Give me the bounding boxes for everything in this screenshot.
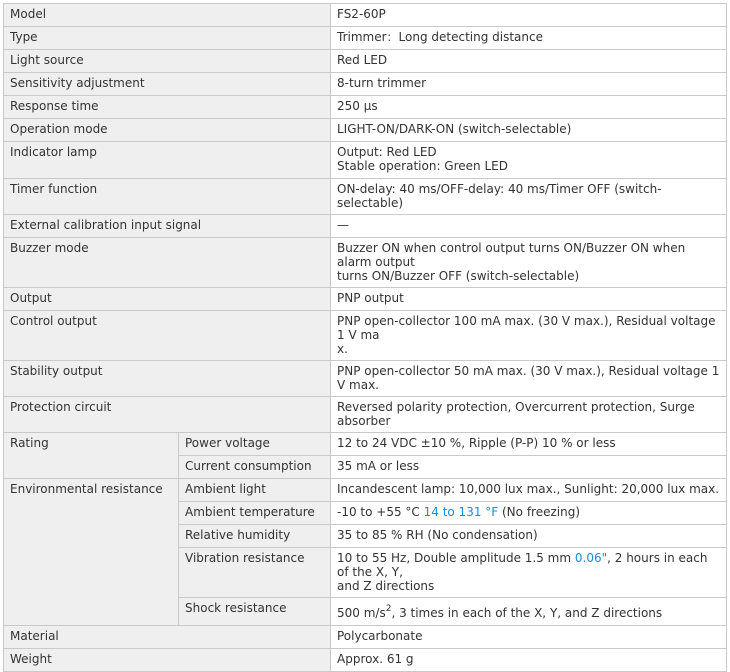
value-line: turns ON/Buzzer OFF (switch-selectable): [337, 269, 580, 283]
row-value: Incandescent lamp: 10,000 lux max., Sunlight: 20,000 lux max.: [331, 479, 727, 502]
row-value: [331, 502, 727, 525]
row-value: [331, 142, 727, 179]
row-label: Response time: [4, 96, 331, 119]
value-text: (No freezing): [498, 505, 581, 519]
table-row: [4, 4, 727, 27]
table-row: [4, 179, 727, 215]
table-row: [4, 142, 727, 179]
row-label: Operation mode: [4, 119, 331, 142]
row-sublabel: Vibration resistance: [179, 548, 331, 598]
table-row: [4, 119, 727, 142]
row-value: PNP open-collector 50 mA max. (30 V max.), Residual voltage 1 V max.: [331, 361, 727, 397]
spec-table: [3, 3, 727, 672]
row-value: [331, 548, 727, 598]
row-value: 8-turn trimmer: [331, 73, 727, 96]
row-label: Light source: [4, 50, 331, 73]
row-value: ON-delay: 40 ms/OFF-delay: 40 ms/Timer OFF (switch-selectable): [331, 179, 727, 215]
value-line: Stable operation: Green LED: [337, 159, 508, 173]
row-label: Indicator lamp: [4, 142, 331, 179]
group-label: Rating: [4, 433, 179, 479]
row-value: [331, 238, 727, 288]
row-value: 250 µs: [331, 96, 727, 119]
table-row: [4, 238, 727, 288]
row-sublabel: Shock resistance: [179, 598, 331, 626]
table-row: [4, 397, 727, 433]
row-label: Sensitivity adjustment: [4, 73, 331, 96]
row-sublabel: Power voltage: [179, 433, 331, 456]
unit-conversion: 14 to 131 °F: [423, 505, 499, 519]
row-sublabel: Ambient temperature: [179, 502, 331, 525]
row-value: [331, 598, 727, 626]
row-label: Weight: [4, 649, 331, 672]
row-value: [331, 311, 727, 361]
table-row: [4, 27, 727, 50]
value-line: Output: Red LED: [337, 145, 437, 159]
row-value: FS2-60P: [331, 4, 727, 27]
value-text: 500 m/s: [337, 606, 386, 620]
row-label: External calibration input signal: [4, 215, 331, 238]
row-label: Control output: [4, 311, 331, 361]
superscript: 2: [385, 604, 392, 614]
value-line: x.: [337, 342, 348, 356]
row-sublabel: Relative humidity: [179, 525, 331, 548]
row-value: Trimmer：Long detecting distance: [331, 27, 727, 50]
table-row: [4, 361, 727, 397]
row-value: Approx. 61 g: [331, 649, 727, 672]
row-value: Red LED: [331, 50, 727, 73]
row-value: PNP output: [331, 288, 727, 311]
table-row: [4, 50, 727, 73]
table-row: [4, 479, 727, 502]
value-line: Buzzer ON when control output turns ON/Buzzer ON when alarm output: [337, 241, 686, 269]
table-row: [4, 649, 727, 672]
row-value: LIGHT-ON/DARK-ON (switch-selectable): [331, 119, 727, 142]
value-line: and Z directions: [337, 579, 435, 593]
row-label: Type: [4, 27, 331, 50]
value-line: PNP open-collector 100 mA max. (30 V max.), Residual voltage 1 V ma: [337, 314, 716, 342]
row-sublabel: Ambient light: [179, 479, 331, 502]
row-value: 12 to 24 VDC ±10 %, Ripple (P-P) 10 % or less: [331, 433, 727, 456]
group-label: Environmental resistance: [4, 479, 179, 626]
table-row: [4, 215, 727, 238]
table-row: [4, 288, 727, 311]
row-label: Timer function: [4, 179, 331, 215]
row-label: Model: [4, 4, 331, 27]
table-row: [4, 311, 727, 361]
row-value: Polycarbonate: [331, 626, 727, 649]
row-value: Reversed polarity protection, Overcurrent protection, Surge absorber: [331, 397, 727, 433]
unit-conversion: 0.06": [574, 551, 608, 565]
row-label: Protection circuit: [4, 397, 331, 433]
value-text: -10 to +55 °C: [337, 505, 424, 519]
value-text: 10 to 55 Hz, Double amplitude 1.5 mm: [337, 551, 575, 565]
row-label: Stability output: [4, 361, 331, 397]
table-row: [4, 433, 727, 456]
row-label: Buzzer mode: [4, 238, 331, 288]
row-value: —: [331, 215, 727, 238]
table-row: [4, 96, 727, 119]
value-text: , 3 times in each of the X, Y, and Z directions: [391, 606, 663, 620]
row-sublabel: Current consumption: [179, 456, 331, 479]
table-row: [4, 73, 727, 96]
row-label: Output: [4, 288, 331, 311]
value-text: , 2 hours in each of the X, Y,: [337, 551, 708, 579]
row-label: Material: [4, 626, 331, 649]
row-value: 35 to 85 % RH (No condensation): [331, 525, 727, 548]
row-value: 35 mA or less: [331, 456, 727, 479]
table-row: [4, 626, 727, 649]
